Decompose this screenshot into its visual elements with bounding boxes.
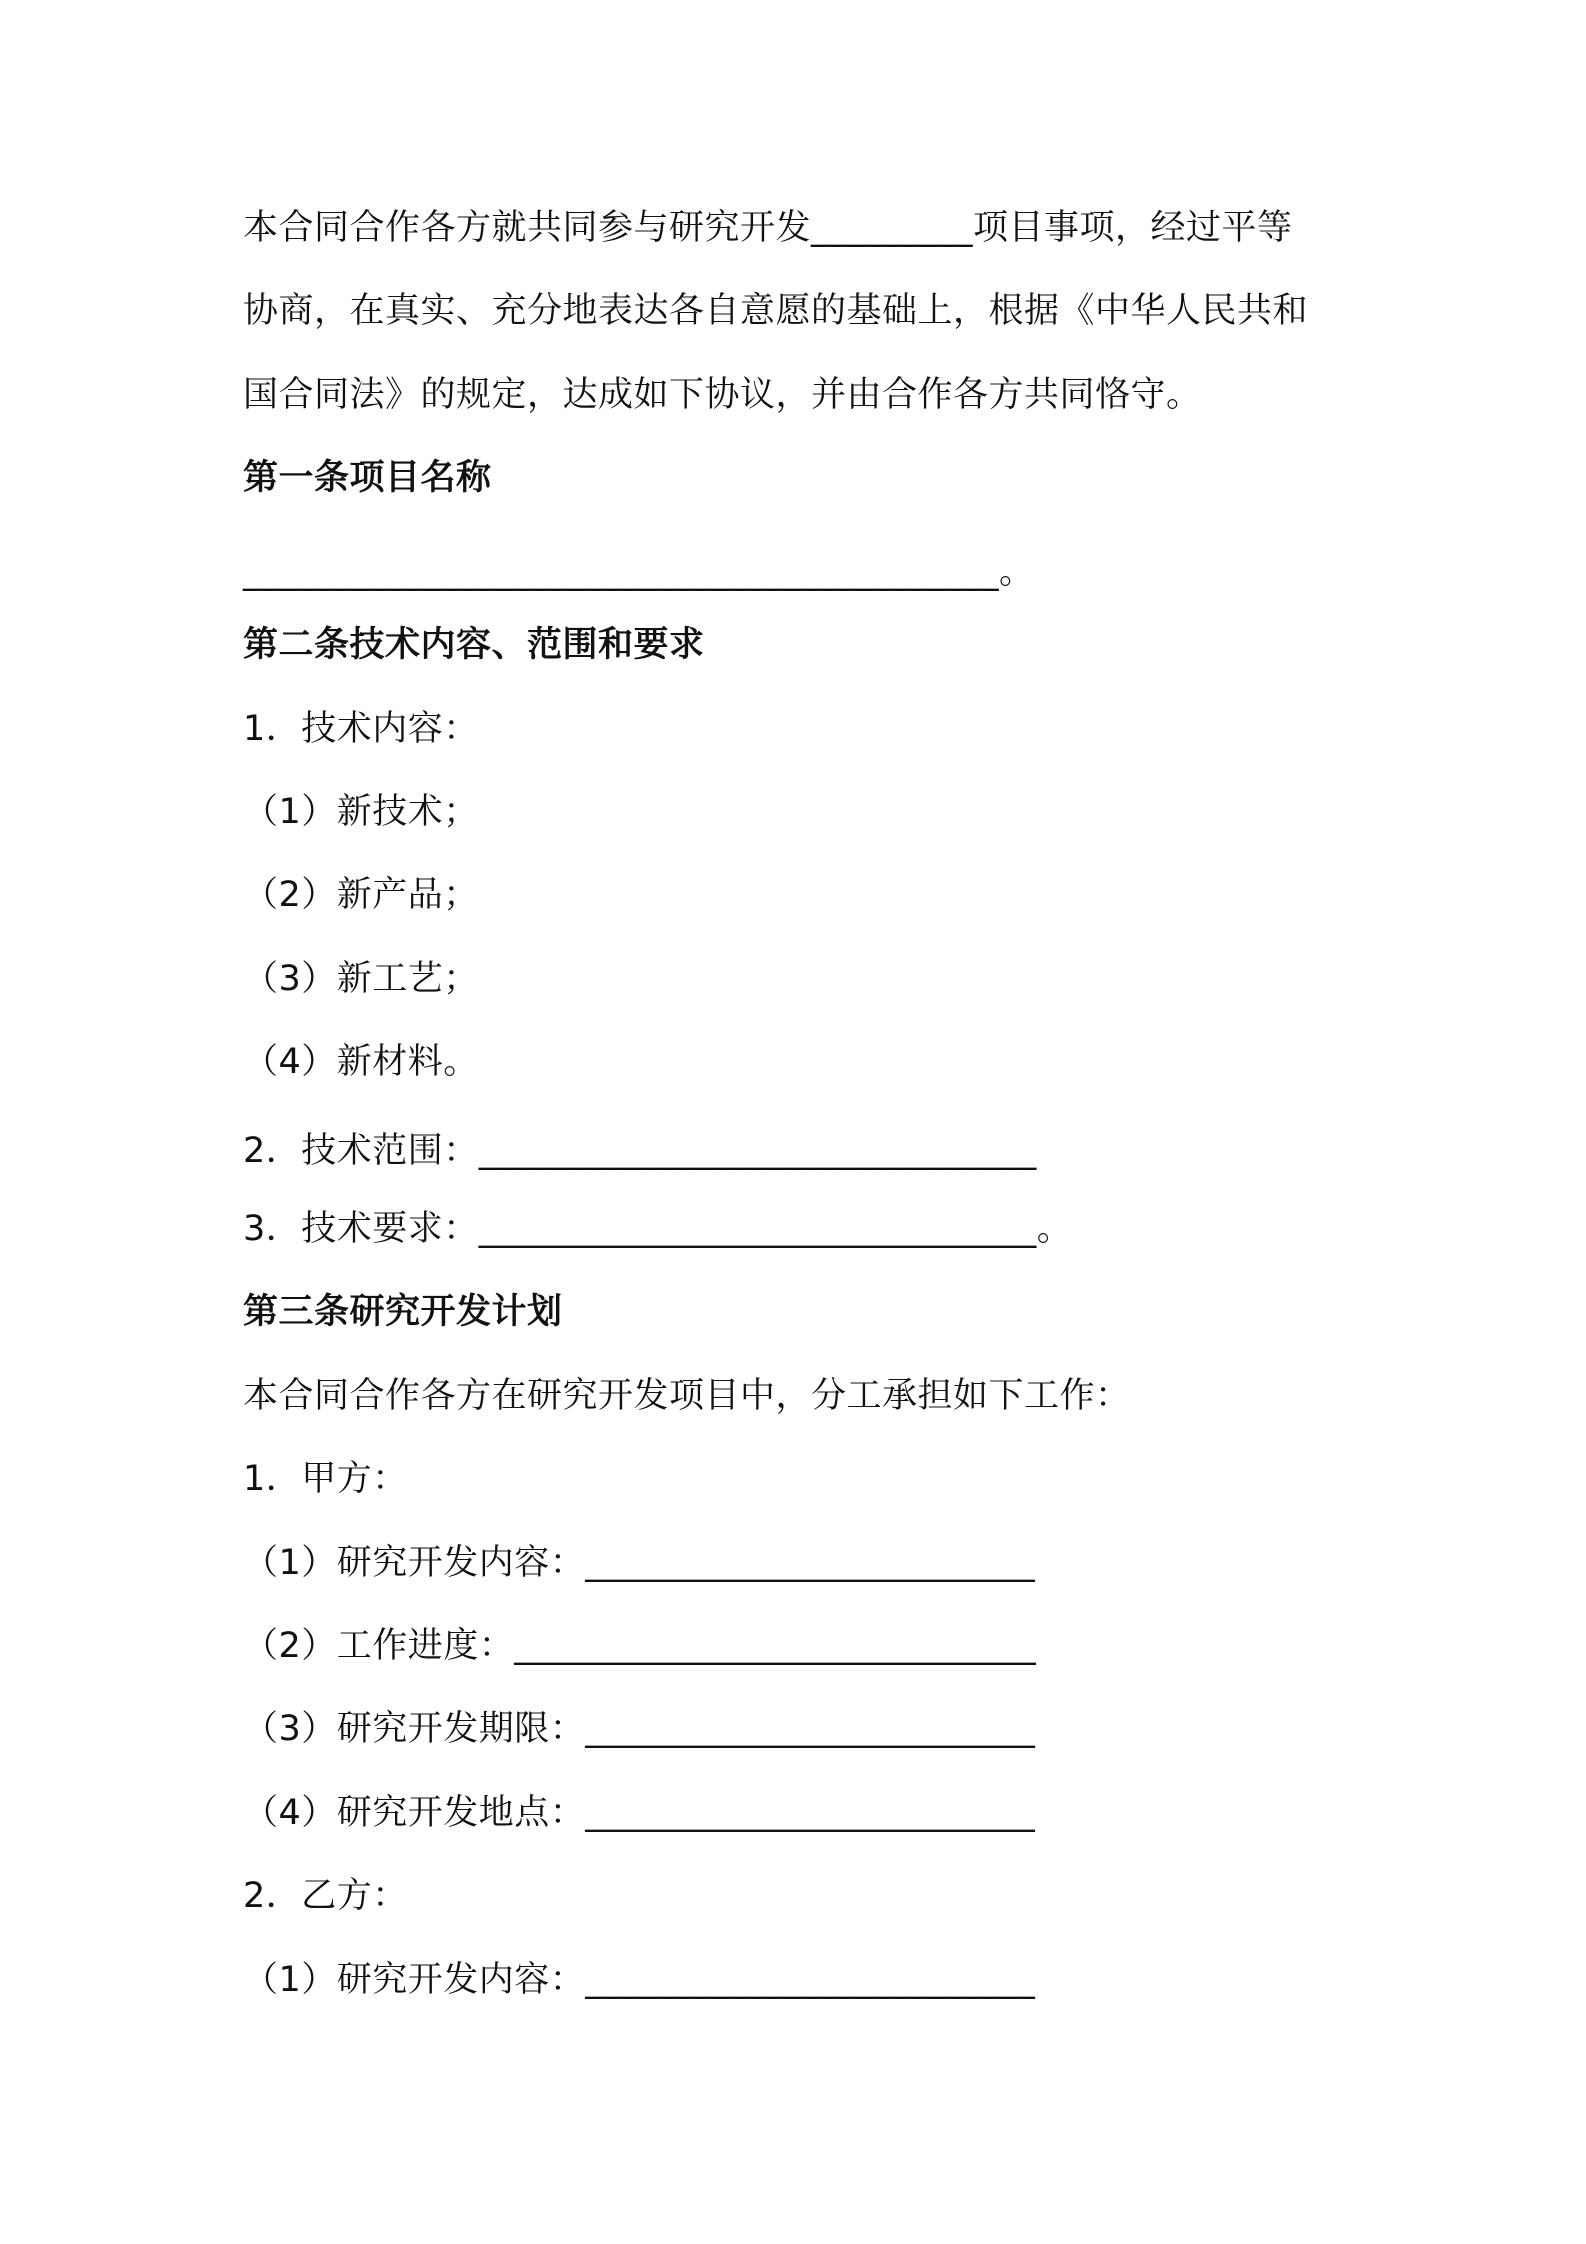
party-b-content-field: （1）研究开发内容：_________________________ (243, 1960, 1036, 2000)
tech-item-1: （1）新技术； (243, 792, 479, 832)
article-1-heading: 第一条项目名称 (243, 458, 492, 498)
tech-item-4: （4）新材料。 (243, 1042, 479, 1082)
tech-scope-field: 2．技术范围：_______________________________ (243, 1131, 1037, 1171)
party-a-label: 1．甲方： (243, 1459, 408, 1499)
intro-paragraph-line-2: 协商，在真实、充分地表达各自意愿的基础上，根据《中华人民共和 (243, 291, 1309, 331)
tech-item-2: （2）新产品； (243, 875, 479, 915)
party-a-content-field: （1）研究开发内容：_________________________ (243, 1543, 1036, 1583)
division-of-work-text: 本合同合作各方在研究开发项目中，分工承担如下工作： (243, 1376, 1131, 1416)
party-a-period-field: （3）研究开发期限：_________________________ (243, 1709, 1036, 1749)
tech-item-3: （3）新工艺； (243, 959, 479, 999)
article-2-heading: 第二条技术内容、范围和要求 (243, 625, 705, 665)
tech-content-label: 1．技术内容： (243, 709, 479, 749)
party-a-progress-field: （2）工作进度：_____________________________ (243, 1626, 1037, 1666)
article-3-heading: 第三条研究开发计划 (243, 1292, 563, 1332)
intro-paragraph-line-1: 本合同合作各方就共同参与研究开发_________项目事项，经过平等 (243, 208, 1293, 248)
party-b-label: 2．乙方： (243, 1876, 408, 1916)
party-a-location-field: （4）研究开发地点：_________________________ (243, 1793, 1036, 1833)
project-name-blank: __________________________________________。 (243, 552, 1035, 592)
tech-requirements-field: 3．技术要求：_______________________________。 (243, 1209, 1073, 1249)
intro-paragraph-line-3: 国合同法》的规定，达成如下协议，并由合作各方共同恪守。 (243, 375, 1202, 415)
